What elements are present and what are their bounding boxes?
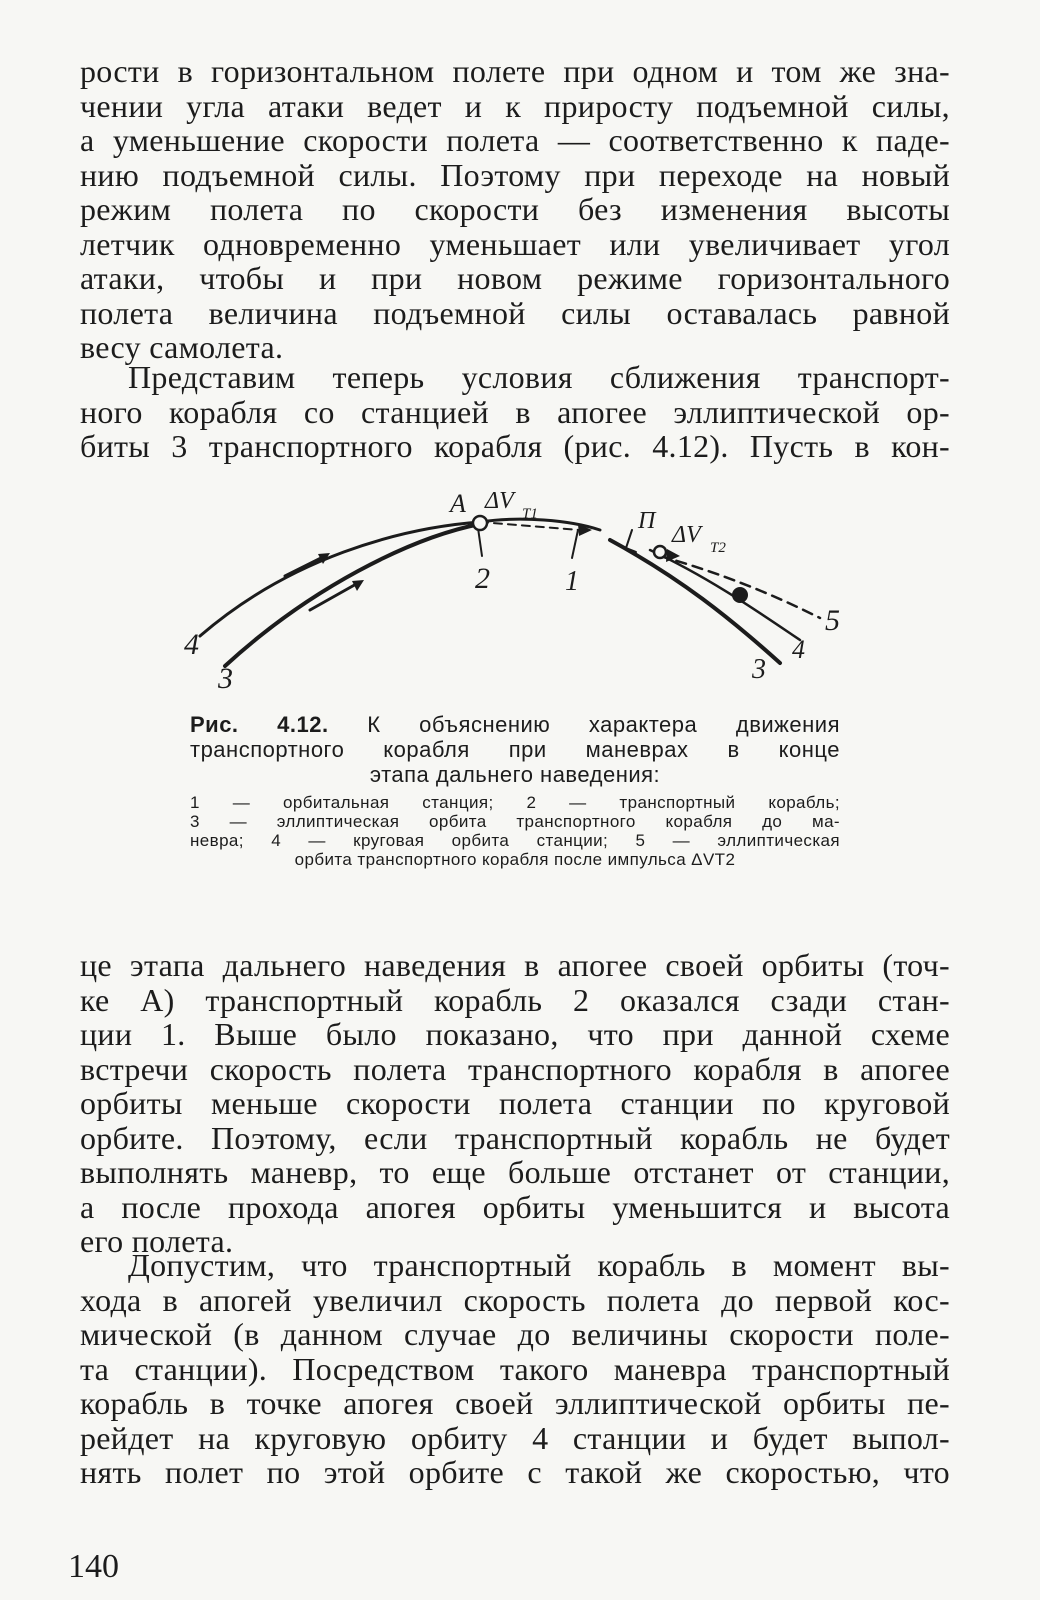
orbit-figure xyxy=(180,478,860,708)
text-line: ции 1. Выше было показано, что при данной схеме xyxy=(80,1016,950,1052)
label-3-left: 3 xyxy=(218,662,233,695)
arrow-orbit-4 xyxy=(285,556,325,576)
label-1: 1 xyxy=(565,566,579,597)
caption-title-3: этапа дальнего наведения: xyxy=(369,762,661,787)
text-line: режим полета по скорости без изменения высоты xyxy=(80,191,950,227)
text-line: чении угла атаки ведет и к приросту подъемной силы, xyxy=(80,87,950,124)
label-4-left: 4 xyxy=(184,628,199,661)
figure-caption xyxy=(190,712,840,869)
text-line: рости в горизонтальном полете при одном и том же зна- xyxy=(80,53,950,89)
text-line: нять полет по этой орбите с такой же скоростью, что xyxy=(80,1454,950,1490)
orbit-diagram xyxy=(180,478,860,708)
text-line: биты 3 транспортного корабля (рис. 4.12). Пусть в кон- xyxy=(80,428,950,464)
label-point-p: П xyxy=(638,508,656,534)
station-marker xyxy=(732,587,748,603)
legend-line: 3 — эллиптическая орбита транспортного корабля до ма- xyxy=(190,812,840,831)
label-3-right: 3 xyxy=(752,654,766,685)
text-line: орбите. Поэтому, если транспортный корабль не будет xyxy=(80,1119,950,1156)
bracket-P xyxy=(626,530,636,552)
label-point-a: A xyxy=(450,489,466,518)
text-line: нию подъемной силы. Поэтому при переходе на новый xyxy=(80,156,950,193)
caption-title-2: транспортного корабля при маневрах в конце xyxy=(190,737,840,762)
paragraph-2 xyxy=(80,360,950,464)
legend-line: орбита транспортного корабля после импульса ΔVT2 xyxy=(294,850,736,869)
text-line: це этапа дальнего наведения в апогее своей орбиты (точ- xyxy=(80,947,950,983)
transport-ship-marker-P xyxy=(654,546,666,558)
text-line: Представим теперь условия сближения транспорт- xyxy=(128,359,950,395)
orbit-3-left xyxy=(225,524,480,666)
text-line: а уменьшение скорости полета — соответственно к паде- xyxy=(80,122,950,158)
text-line: хода в апогей увеличил скорость полета до первой кос- xyxy=(80,1281,950,1318)
orbit-4-right xyxy=(650,550,800,640)
text-line: та станции). Посредством такого маневра транспортный xyxy=(80,1350,950,1387)
page-number: 140 xyxy=(68,1548,119,1585)
text-line: ного корабля со станцией в апогее эллиптической ор- xyxy=(80,393,950,430)
paragraph-3 xyxy=(80,948,950,1259)
label-dv1-sub: T1 xyxy=(522,506,538,522)
label-4-right: 4 xyxy=(792,635,805,664)
label-2: 2 xyxy=(475,562,490,595)
text-line: выполнять маневр, то еще больше отстанет от станции, xyxy=(80,1154,950,1190)
text-line: ке A) транспортный корабль 2 оказался сзади стан- xyxy=(80,981,950,1018)
paragraph-1 xyxy=(80,54,950,365)
paragraph-4 xyxy=(80,1248,950,1490)
text-line: полета величина подъемной силы оставалась равной xyxy=(80,294,950,331)
transport-ship-marker-A xyxy=(473,516,487,530)
caption-title-1: К объяснению характера движения xyxy=(367,712,840,737)
leader-2 xyxy=(478,528,482,556)
text-line: рейдет на круговую орбиту 4 станции и будет выпол- xyxy=(80,1419,950,1456)
orbit-3-right xyxy=(610,540,780,663)
legend-line: невра; 4 — круговая орбита станции; 5 — эллиптическая xyxy=(190,831,840,850)
text-line: его полета. xyxy=(80,1223,234,1259)
leader-1 xyxy=(572,530,578,558)
figure-legend xyxy=(190,793,840,869)
figure-number: Рис. 4.12. xyxy=(190,712,329,737)
label-5: 5 xyxy=(825,604,840,637)
text-line: мической (в данном случае до величины скорости поле- xyxy=(80,1316,950,1352)
text-line: Допустим, что транспортный корабль в момент вы- xyxy=(128,1247,950,1283)
text-line: летчик одновременно уменьшает или увеличивает угол xyxy=(80,225,950,262)
text-line: корабль в точке апогея своей эллиптической орбиты пе- xyxy=(80,1385,950,1421)
caption-line-1 xyxy=(190,712,840,737)
label-dv1: ΔV xyxy=(485,488,514,514)
text-line: атаки, чтобы и при новом режиме горизонтального xyxy=(80,260,950,296)
text-line: весу самолета. xyxy=(80,329,284,365)
text-line: встречи скорость полета транспортного корабля в апогее xyxy=(80,1050,950,1087)
label-dv2-sub: T2 xyxy=(710,540,726,556)
text-line: а после прохода апогея орбиты уменьшится и высота xyxy=(80,1188,950,1225)
label-dv2: ΔV xyxy=(672,522,701,548)
text-line: орбиты меньше скорости полета станции по круговой xyxy=(80,1085,950,1121)
legend-line: 1 — орбитальная станция; 2 — транспортный корабль; xyxy=(190,793,840,812)
